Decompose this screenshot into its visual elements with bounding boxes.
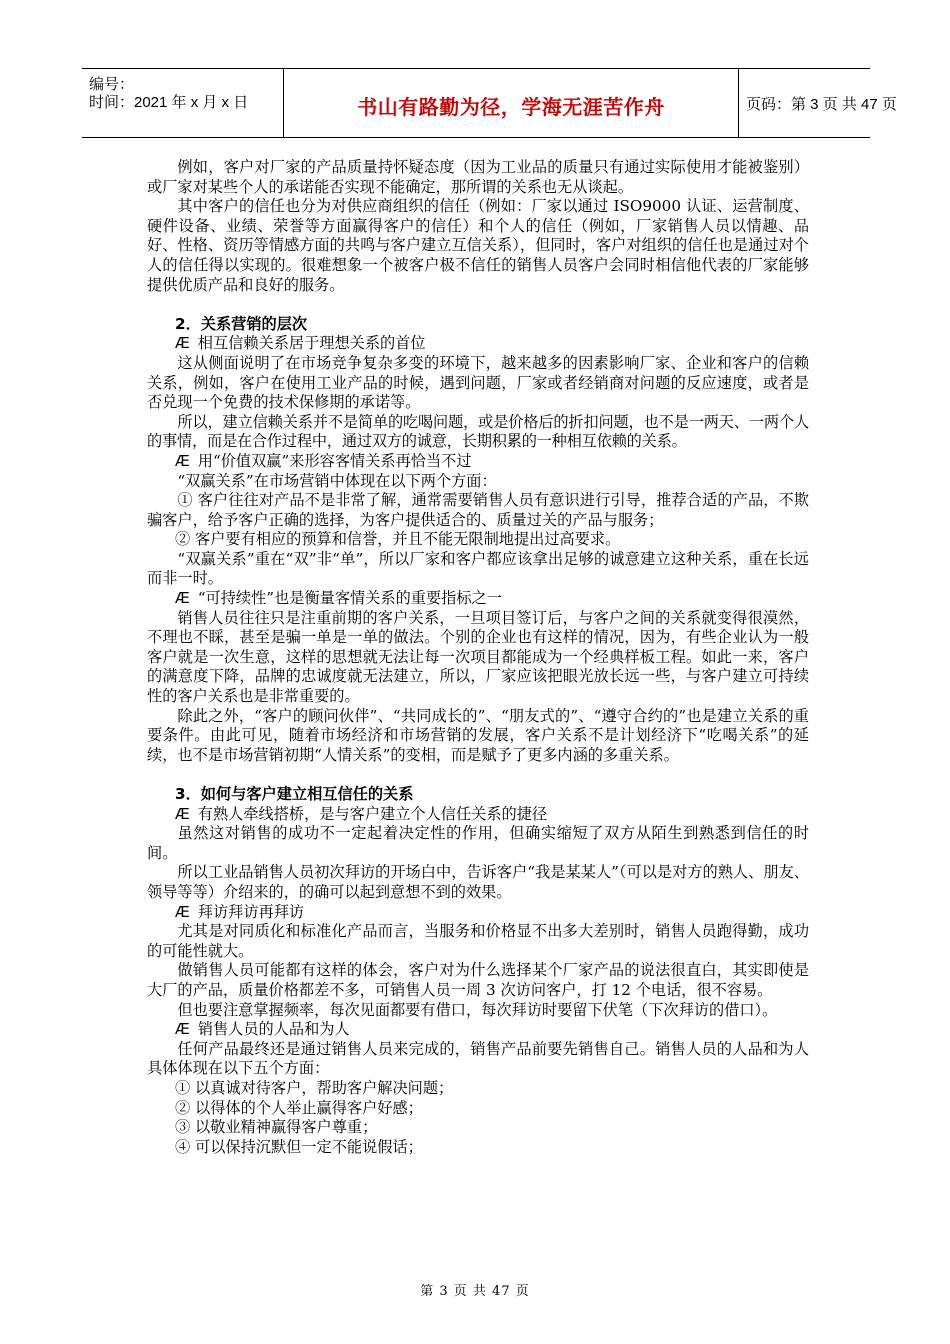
bullet-marker: Æ xyxy=(175,1020,190,1039)
time-label: 时间：2021 年 x 月 x 日 xyxy=(89,94,249,111)
motto-text: 书山有路勤为径，学海无涯苦作舟 xyxy=(357,95,665,119)
numbered-item: ③ 以敬业精神赢得客户尊重； xyxy=(175,1118,378,1137)
paragraph: 虽然这对销售的成功不一定起着决定性的作用，但确实缩短了双方从陌生到熟悉到信任的时间。 xyxy=(147,824,809,862)
bullet-marker: Æ xyxy=(175,451,190,470)
paragraph: 其中客户的信任也分为对供应商组织的信任（例如：厂家以通过 ISO9000 认证、运营制度、硬件设备、业绩、荣誉等方面赢得客户的信任）和个人的信任（例如，厂家销售人员以情趣、品好、性格、资历等情感方面的共鸣与客户建立互信关系），但同时，客户对组织的信任也是通过对个人的信任得以实现的。很难想象一个被客户极不信任的销售人员客户会同时相信他代表的厂家能够提供优质产品和良好的服务。 xyxy=(147,197,809,294)
page-footer: 第 3 页 共 47 页 xyxy=(420,1284,530,1299)
numbered-item: ① 以真诚对待客户，帮助客户解决问题； xyxy=(175,1078,454,1097)
numbered-item: ② 客户要有相应的预算和信誉，并且不能无限制地提出过高要求。 xyxy=(175,530,621,549)
paragraph: 例如，客户对厂家的产品质量持怀疑态度（因为工业品的质量只有通过实际使用才能被鉴别）或厂家对某些个人的承诺能否实现不能确定，那所谓的关系也无从谈起。 xyxy=(147,158,809,196)
bullet-marker: Æ xyxy=(175,334,190,353)
paragraph: 除此之外，“客户的顾问伙伴”、“共同成长的”、“朋友式的”、“遵守合约的”也是建立关系的重要条件。由此可见，随着市场经济和市场营销的发展，客户关系不是计划经济下“吃喝关系”的延续，也不是市场营销初期“人情关系”的变相，而是赋予了更多内涵的多重关系。 xyxy=(147,706,809,764)
paragraph: “双赢关系”在市场营销中体现在以下两个方面： xyxy=(177,471,497,490)
paragraph: 但也要注意掌握频率，每次见面都要有借口，每次拜访时要留下伏笔（下次拜访的借口）。 xyxy=(177,1000,778,1019)
bullet-item xyxy=(147,903,809,923)
paragraph: 这从侧面说明了在市场竞争复杂多变的环境下，越来越多的因素影响厂家、企业和客户的信赖关系，例如，客户在使用工业产品的时候，遇到问题，厂家或者经销商对问题的反应速度，或者是否兑现一个免费的技术保修期的承诺等。 xyxy=(147,353,809,412)
header-info-cell xyxy=(82,69,282,137)
paragraph: 销售人员往往只是注重前期的客户关系，一旦项目签订后，与客户之间的关系就变得很漠然，不理也不睬，甚至是骗一单是一单的做法。个别的企业也有这样的情况，因为，有些企业认为一般客户就是一次生意，这样的思想就无法让每一次项目都能成为一个经典样板工程。如此一来，客户的满意度下降，品牌的忠诚度就无法建立，所以，厂家应该把眼光放长远一些，与客户建立可持续性的客户关系也是非常重要的。 xyxy=(147,608,809,706)
bullet-marker: Æ xyxy=(175,589,190,608)
bullet-item xyxy=(147,805,809,825)
body-content xyxy=(147,158,809,1157)
paragraph: 尤其是对同质化和标准化产品而言，当服务和价格显不出多大差别时，销售人员跑得勤，成功的可能性就大。 xyxy=(147,922,809,960)
page-number-label: 页码：第 3 页 共 47 页 xyxy=(746,96,897,113)
bullet-text: 销售人员的人品和为人 xyxy=(197,1020,350,1039)
bullet-text: 拜访拜访再拜访 xyxy=(197,902,305,921)
bullet-item xyxy=(147,589,809,609)
section-heading: 3．如何与客户建立相互信任的关系 xyxy=(175,785,414,803)
paragraph: 做销售人员可能都有这样的体会，客户对为什么选择某个厂家产品的说法很直白，其实即使是大厂的产品，质量价格都差不多，可销售人员一周 3 次访问客户，打 12 个电话，很不容易。 xyxy=(147,961,809,999)
bullet-text: 有熟人牵线搭桥，是与客户建立个人信任关系的捷径 xyxy=(197,804,548,823)
paragraph: 所以，建立信赖关系并不是简单的吃喝问题，或是价格后的折扣问题，也不是一两天、一两个人的事情，而是在合作过程中，通过双方的诚意，长期积累的一种相互依赖的关系。 xyxy=(147,412,809,451)
header-table xyxy=(82,68,897,138)
header-page-cell xyxy=(738,69,897,137)
numbered-item: ① 客户往往对产品不是非常了解，通常需要销售人员有意识进行引导，推荐合适的产品，不欺骗客户，给予客户正确的选择，为客户提供适合的、质量过关的产品与服务； xyxy=(147,491,809,529)
header-motto-cell xyxy=(283,69,739,137)
bullet-item xyxy=(147,1020,809,1040)
section-heading: 2．关系营销的层次 xyxy=(175,314,308,333)
bullet-item xyxy=(147,334,809,354)
paragraph: “双赢关系”重在“双”非“单”，所以厂家和客户都应该拿出足够的诚意建立这种关系，重在长远而非一时。 xyxy=(147,549,809,588)
bullet-text: 用“价值双赢”来形容客情关系再恰当不过 xyxy=(197,451,472,470)
numbered-item: ② 以得体的个人举止赢得客户好感； xyxy=(175,1098,423,1117)
serial-label: 编号： xyxy=(89,76,135,93)
numbered-item: ④ 可以保持沉默但一定不能说假话； xyxy=(175,1137,423,1156)
bullet-marker: Æ xyxy=(175,804,190,823)
paragraph: 任何产品最终还是通过销售人员来完成的，销售产品前要先销售自己。销售人员的人品和为人具体体现在以下五个方面： xyxy=(147,1039,809,1078)
paragraph: 所以工业品销售人员初次拜访的开场白中，告诉客户“我是某某人”（可以是对方的熟人、朋友、领导等等）介绍来的，的确可以起到意想不到的效果。 xyxy=(147,863,809,901)
bullet-marker: Æ xyxy=(175,902,190,921)
bullet-text: “可持续性”也是衡量客情关系的重要指标之一 xyxy=(197,589,502,608)
bullet-text: 相互信赖关系居于理想关系的首位 xyxy=(197,334,426,353)
bullet-item xyxy=(147,452,809,472)
